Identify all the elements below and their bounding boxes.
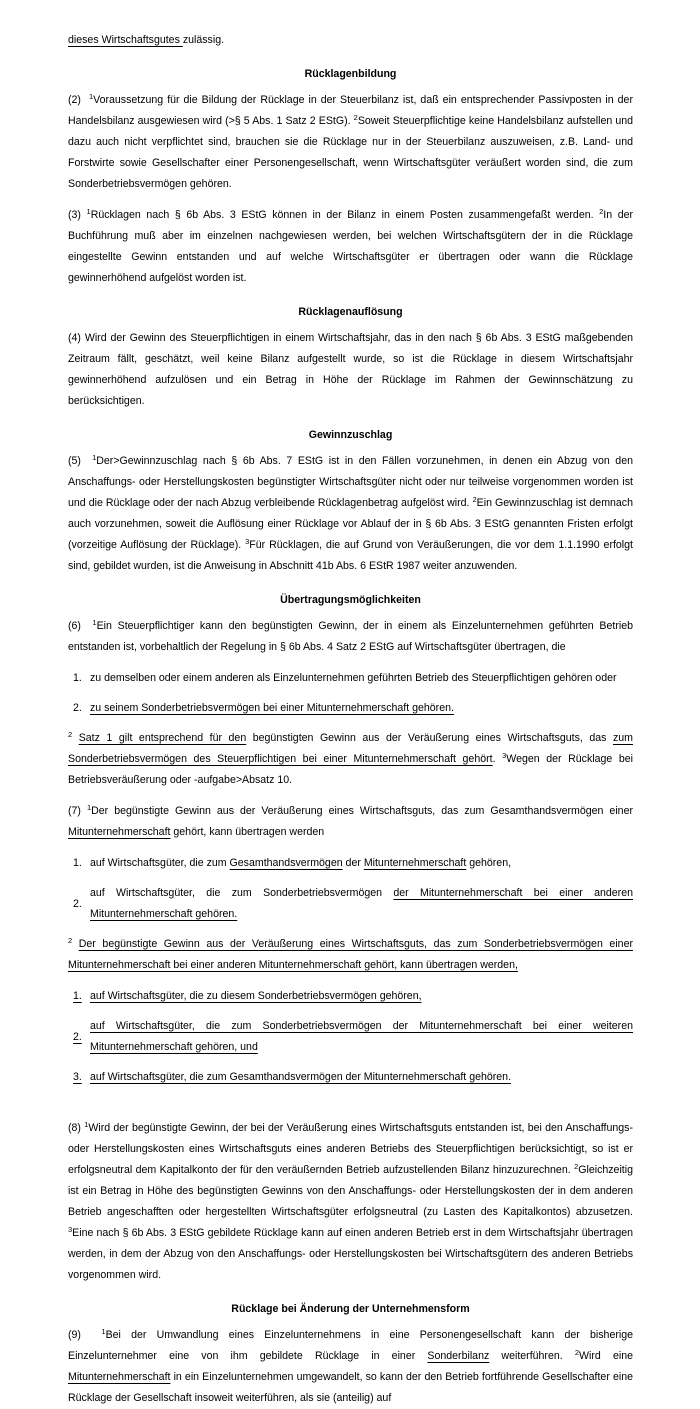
paragraph-3 xyxy=(68,205,633,289)
text-run: Soweit Steuerpflichtige keine Handelsbilanz aufstellen und dazu auch nicht verpflichtet sind, brauchen sie die Rücklage nur in der Steuerbilanz auszuweisen, z.B. Land- und Forstwirte sowie Gesellschafter einer Personengesellschaft, wenn Wirtschaftsgüter veräußert worden sind, die zum Sonderbetriebsvermögen gehören. xyxy=(68,115,634,190)
underlined-text-run: zum Sonderbetriebsvermögen des Steuerpflichtigen bei einer Mitunternehmerschaft gehört xyxy=(68,732,633,765)
list-item-text xyxy=(90,853,633,874)
text-run: der xyxy=(342,857,364,869)
text-run xyxy=(72,938,79,950)
underlined-text-run: auf Wirtschaftsgüter, die zu diesem Sonderbetriebsvermögen gehören, xyxy=(90,990,422,1002)
list-7a-item-2 xyxy=(68,883,633,925)
text-run: (2) xyxy=(68,94,89,106)
sentence-number-superscript: 1 xyxy=(92,618,97,627)
list-6-item-2 xyxy=(68,698,633,719)
paragraph-4 xyxy=(68,328,633,412)
text-run: in ein Einzelunternehmen umgewandelt, so kann der den Betrieb fortführende Gesellschafter eine Rücklage der Gesellschaft insoweit weiterführen, als sie (anteilig) auf xyxy=(68,1371,633,1404)
underlined-text-run: Mitunternehmerschaft xyxy=(68,1371,171,1383)
list-item-text xyxy=(90,1016,633,1058)
text-run: Gewinnzuschlag xyxy=(308,429,393,441)
list-item-text xyxy=(90,698,633,719)
text-run: Rücklagenauflösung xyxy=(298,306,403,318)
paragraph-7-satz-2 xyxy=(68,934,633,976)
text-run: (9) xyxy=(68,1329,102,1341)
text-run: gehören, xyxy=(466,857,512,869)
sentence-number-superscript: 2 xyxy=(599,207,604,216)
list-6-item-1 xyxy=(68,668,633,689)
text-run: Der>Gewinnzuschlag nach § 6b Abs. 7 EStG ist in den Fällen vorzunehmen, in denen ein Abzug von den Anschaffungs- oder Herstellungskosten begünstigter Wirtschaftsgüter nicht oder nur teilweise vorgenommen worden ist und die Rücklage oder der nach Abzug verbleibende Rücklagenbetrag aufgelöst wird. xyxy=(68,455,633,509)
sentence-number-superscript: 1 xyxy=(92,453,97,462)
sentence-number-superscript: 1 xyxy=(84,1120,89,1129)
underlined-text-run: dieses Wirtschaftsgutes xyxy=(68,34,183,46)
heading-ruecklagenaufloesung xyxy=(68,302,633,323)
heading-ruecklagenbildung xyxy=(68,64,633,85)
text-run: weiterführen. xyxy=(489,1350,575,1362)
list-7b-item-2 xyxy=(68,1016,633,1058)
list-item-text xyxy=(90,668,633,689)
sentence-number-superscript: 2 xyxy=(472,495,477,504)
text-run: (8) xyxy=(68,1122,85,1134)
text-run: Rücklage bei Änderung der Unternehmensform xyxy=(231,1303,470,1315)
continuation-line xyxy=(68,30,633,51)
paragraph-9 xyxy=(68,1325,633,1409)
paragraph-8 xyxy=(68,1118,633,1286)
underlined-text-run: auf Wirtschaftsgüter, die zum Sonderbetriebsvermögen der Mitunternehmerschaft bei einer weiteren Mitunternehmerschaft gehören, und xyxy=(90,1020,633,1053)
text-run: Übertragungsmöglichkeiten xyxy=(280,594,421,606)
paragraph-6 xyxy=(68,616,633,658)
list-item-marker: 2. xyxy=(73,897,82,910)
sentence-number-superscript: 3 xyxy=(502,751,507,760)
paragraph-6-satz-2 xyxy=(68,728,633,791)
text-run: auf Wirtschaftsgüter, die zum Sonderbetriebsvermögen xyxy=(90,887,394,899)
text-run: Rücklagenbildung xyxy=(304,68,397,80)
heading-ruecklage-bei-aenderung-der-unternehmensform xyxy=(68,1299,633,1320)
underlined-text-run: Gesamthandsvermögen xyxy=(229,857,343,869)
text-run: auf Wirtschaftsgüter, die zum xyxy=(90,857,230,869)
list-item-text xyxy=(90,883,633,925)
paragraph-5 xyxy=(68,451,633,577)
sentence-number-superscript: 3 xyxy=(245,537,250,546)
list-item-marker: 1. xyxy=(73,990,82,1002)
list-item-marker: 2. xyxy=(73,702,82,714)
underlined-text-run: zu seinem Sonderbetriebsvermögen bei einer Mitunternehmerschaft gehören. xyxy=(90,702,454,714)
text-run: zu demselben oder einem anderen als Einzelunternehmen geführten Betrieb des Steuerpflichtigen gehören oder xyxy=(90,672,617,684)
text-run: Ein Steuerpflichtiger kann den begünstigten Gewinn, der in einem als Einzelunternehmen geführten Betrieb entstanden ist, vorbehaltlich der Regelung in § 6b Abs. 4 Satz 2 EStG auf Wirtschaftsgüter übertragen, die xyxy=(68,620,633,653)
heading-uebertragungsmoeglichkeiten xyxy=(68,590,633,611)
sentence-number-superscript: 2 xyxy=(68,936,73,945)
text-run: Rücklagen nach § 6b Abs. 3 EStG können in der Bilanz in einem Posten zusammengefaßt werden. xyxy=(90,209,600,221)
text-run: (7) xyxy=(68,805,87,817)
sentence-number-superscript: 2 xyxy=(574,1348,580,1357)
paragraph-2 xyxy=(68,90,633,195)
sentence-number-superscript: 1 xyxy=(101,1327,106,1336)
sentence-number-superscript: 3 xyxy=(68,1225,73,1234)
list-7b-item-3 xyxy=(68,1067,633,1088)
sentence-number-superscript: 1 xyxy=(86,803,92,812)
underlined-text-run: auf Wirtschaftsgüter, die zum Gesamthandsvermögen der Mitunternehmerschaft gehören. xyxy=(90,1071,512,1083)
list-item-text xyxy=(90,986,633,1007)
sentence-number-superscript: 2 xyxy=(68,730,73,739)
text-run: (5) xyxy=(68,455,93,467)
list-item-marker: 2. xyxy=(73,1030,82,1043)
sentence-number-superscript: 2 xyxy=(353,113,358,122)
text-run: Eine nach § 6b Abs. 3 EStG gebildete Rücklage kann auf einen anderen Betrieb erst in dem Wirtschaftsjahr übertragen werden, in dem der Abzug von den Anschaffungs- oder Herstellungskosten bei Wirtschaftsgütern des anderen Betriebs vorgenommen wird. xyxy=(68,1227,633,1281)
text-run: gehört, kann übertragen werden xyxy=(170,826,325,838)
underlined-text-run: Der begünstigte Gewinn aus der Veräußerung eines Wirtschaftsguts, das zum Sonderbetriebsvermögen einer Mitunternehmerschaft bei einer anderen Mitunternehmerschaft gehört, kann übertragen werden, xyxy=(68,938,633,971)
text-run: Wird der begünstigte Gewinn, der bei der Veräußerung eines Wirtschaftsguts entstanden ist, bei den Anschaffungs- oder Herstellungskosten eines Wirtschaftsguts eines anderen Betriebs des Steuerpflichtigen berücksichtigt, so ist er erfolgsneutral dem Kapitalkonto der für den veräußernden Betrieb aufzustellenden Bilanz hinzuzurechnen. xyxy=(68,1122,633,1176)
list-item-marker: 1. xyxy=(73,672,82,684)
underlined-text-run: Satz 1 gilt entsprechend für den xyxy=(78,732,247,744)
list-item-marker: 1. xyxy=(73,857,82,869)
heading-gewinnzuschlag xyxy=(68,425,633,446)
text-run: (4) Wird der Gewinn des Steuerpflichtigen in einem Wirtschaftsjahr, das in den nach § 6b Abs. 3 EStG maßgebenden Zeitraum fällt, geschätzt, weil keine Bilanz aufgestellt wurde, so ist die Rücklage in diesem Wirtschaftsjahr gewinnerhöhend aufzulösen und ein Betrag in Höhe der Rücklage im Rahmen der Gewinnschätzung zu berücksichtigen. xyxy=(68,332,633,407)
list-item-marker: 3. xyxy=(73,1071,82,1083)
list-7a-item-1 xyxy=(68,853,633,874)
underlined-text-run: Mitunternehmerschaft xyxy=(363,857,467,869)
sentence-number-superscript: 1 xyxy=(88,92,94,101)
underlined-text-run: Mitunternehmerschaft xyxy=(68,826,171,838)
text-run: Wird eine xyxy=(579,1350,633,1362)
text-run: begünstigten Gewinn aus der Veräußerung eines Wirtschaftsguts, das xyxy=(246,732,613,744)
text-run: Wegen der Rücklage bei Betriebsveräußerung oder -aufgabe>Absatz 10. xyxy=(68,753,634,786)
underlined-text-run: Sonderbilanz xyxy=(427,1350,490,1362)
text-run: . xyxy=(492,753,503,765)
paragraph-7 xyxy=(68,801,633,843)
sentence-number-superscript: 2 xyxy=(574,1162,579,1171)
text-run: Voraussetzung für die Bildung der Rücklage in der Steuerbilanz ist, daß ein entsprechender Passivposten in der Handelsbilanz ausgewiesen wird (>§ 5 Abs. 1 Satz 2 EStG). xyxy=(68,94,633,127)
text-run: In der Buchführung muß aber im einzelnen nachgewiesen werden, bei welchen Wirtschaftsgütern der in die Rücklage eingestellte Gewinn entstanden und auf welche Wirtschaftsgüter er übertragen oder wann die Rücklage gewinnerhöhend aufgelöst worden ist. xyxy=(68,209,634,284)
underlined-text-run: der Mitunternehmerschaft bei einer anderen Mitunternehmerschaft gehören. xyxy=(90,887,633,920)
text-run: Für Rücklagen, die auf Grund von Veräußerungen, die vor dem 1.1.1990 erfolgt sind, gebildet wurden, ist die Anweisung in Abschnitt 41b Abs. 6 EStR 1987 weiter anzuwenden. xyxy=(68,539,633,572)
text-run: Bei der Umwandlung eines Einzelunternehmens in eine Personengesellschaft kann der bisherige Einzelunternehmer eine von ihm gebildete Rücklage in einer xyxy=(68,1329,633,1362)
text-run: (3) xyxy=(68,209,87,221)
text-run: zulässig. xyxy=(182,34,225,46)
list-7b-item-1 xyxy=(68,986,633,1007)
text-run: Ein Gewinnzuschlag ist demnach auch vorzunehmen, soweit die Auflösung einer Rücklage vor Ablauf der in § 6b Abs. 3 EStG genannten Fristen erfolgt (vorzeitige Auflösung der Rücklage). xyxy=(68,497,633,551)
text-run: (6) xyxy=(68,620,93,632)
sentence-number-superscript: 1 xyxy=(86,207,91,216)
list-item-text xyxy=(90,1067,633,1088)
text-run: Gleichzeitig ist ein Betrag in Höhe des begünstigten Gewinns von den Anschaffungs- oder Herstellungskosten der in dem anderen Betrieb angeschafften oder hergestellten Wirtschaftsgüter erfolgsneutral (zu Lasten des Kapitalkontos) abzusetzen. xyxy=(68,1164,633,1218)
text-run: Der begünstigte Gewinn aus der Veräußerung eines Wirtschaftsguts, das zum Gesamthandsvermögen einer xyxy=(91,805,633,817)
